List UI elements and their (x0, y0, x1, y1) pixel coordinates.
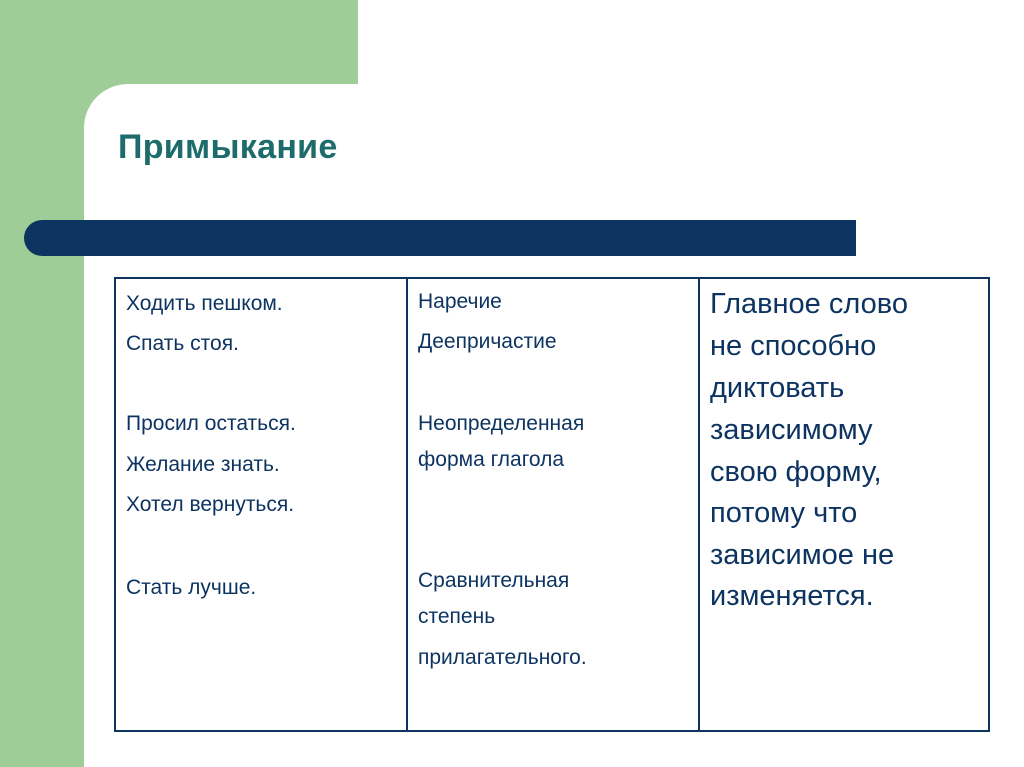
example-line: Просил остаться. (126, 412, 296, 435)
column-divider-2 (698, 279, 700, 730)
example-line: Спать стоя. (126, 332, 239, 355)
part-of-speech-line: Неопределенная (418, 412, 585, 435)
explanation-line: зависимому (710, 414, 873, 446)
part-of-speech-line: степень (418, 605, 496, 628)
explanation-line: потому что (710, 497, 858, 529)
part-of-speech-line: Сравнительная (418, 569, 570, 592)
example-line: Желание знать. (126, 453, 280, 476)
part-of-speech-line: форма глагола (418, 448, 565, 471)
title-underline-bar (24, 220, 856, 256)
column-divider-1 (406, 279, 408, 730)
explanation-line: свою форму, (710, 456, 882, 488)
part-of-speech-line: Наречие (418, 290, 502, 313)
explanation-line: диктовать (710, 372, 845, 404)
explanation-line: изменяется. (710, 580, 874, 612)
explanation-line: не способно (710, 330, 877, 362)
comparison-table (114, 277, 990, 732)
explanation-line: зависимое не (710, 539, 895, 571)
slide-title: Примыкание (118, 128, 338, 166)
example-line: Ходить пешком. (126, 292, 283, 315)
part-of-speech-line: Деепричастие (418, 330, 557, 353)
example-line: Стать лучше. (126, 576, 257, 599)
part-of-speech-line: прилагательного. (418, 646, 587, 669)
explanation-line: Главное слово (710, 288, 908, 320)
example-line: Хотел вернуться. (126, 493, 295, 516)
